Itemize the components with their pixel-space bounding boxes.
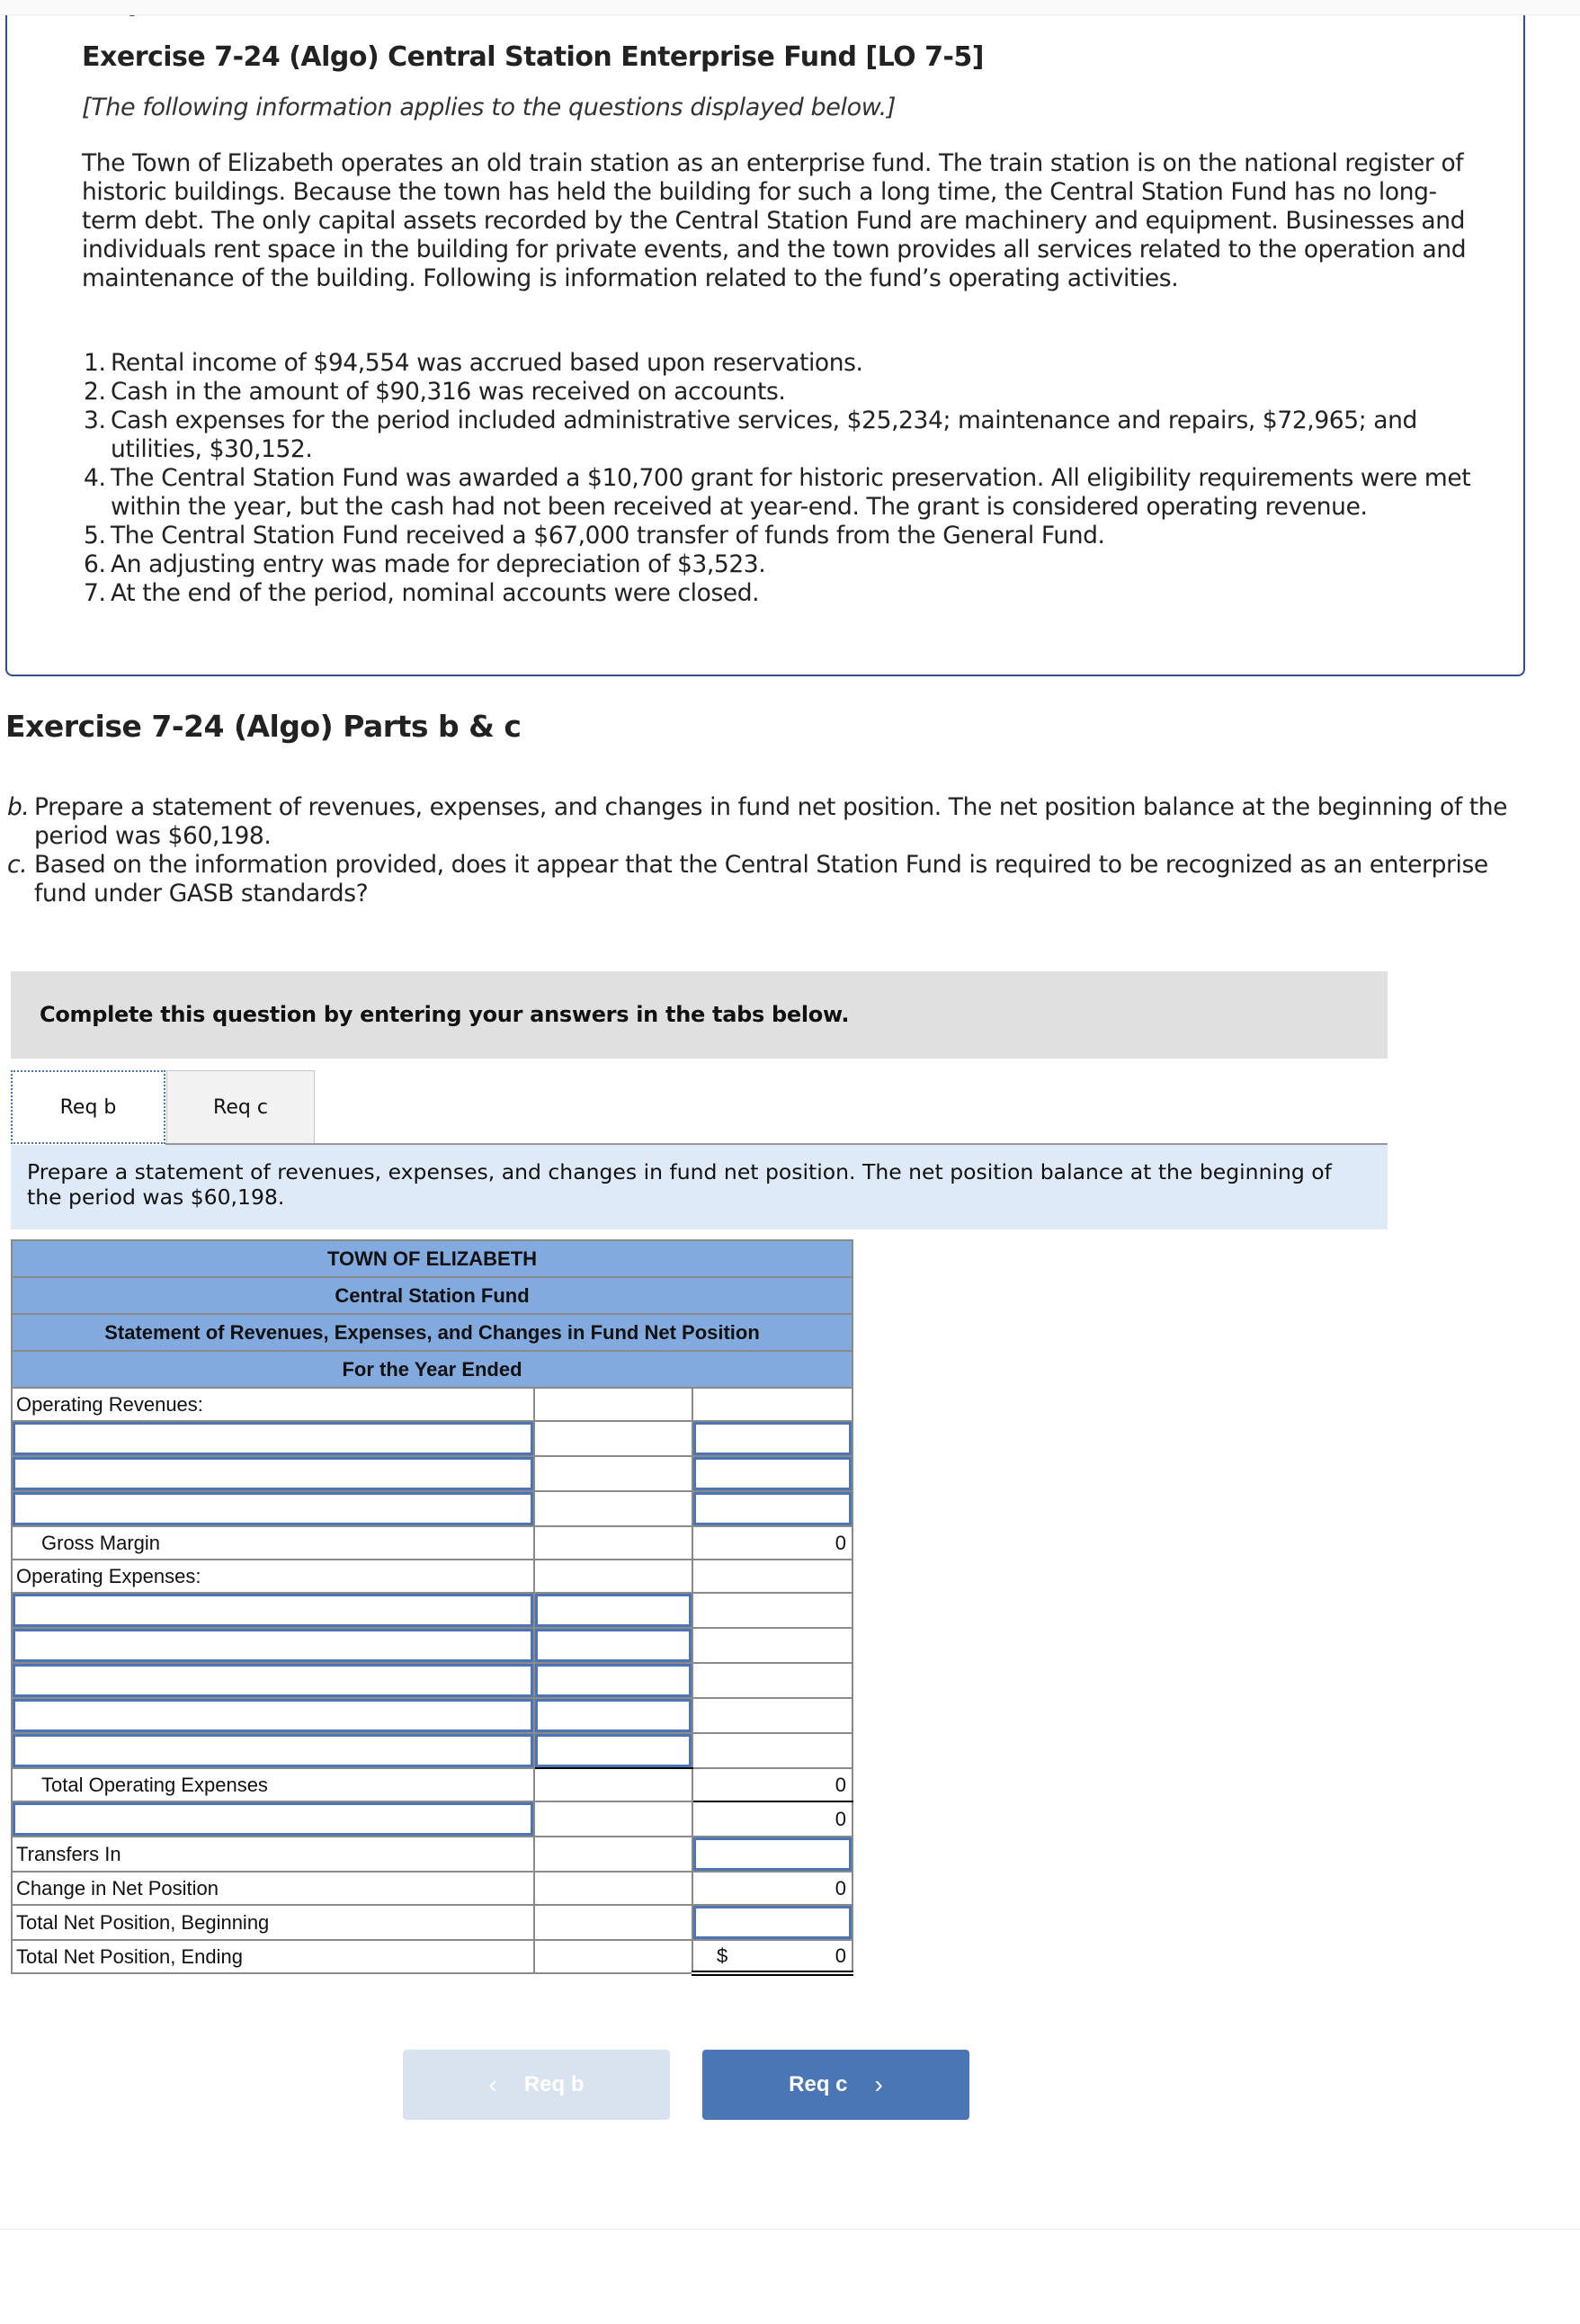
table-row (12, 1593, 852, 1628)
expense-account-dropdown[interactable] (13, 1629, 533, 1662)
gross-margin-value: 0 (692, 1526, 852, 1560)
expense-amount-input[interactable] (535, 1629, 692, 1662)
list-item: 7. At the end of the period, nominal accounts were closed. (84, 579, 760, 607)
expense-account-dropdown[interactable] (13, 1664, 533, 1697)
instructions-banner (11, 971, 1388, 1059)
expense-amount-input[interactable] (535, 1594, 692, 1627)
total-operating-expenses-label: Total Operating Expenses (12, 1768, 534, 1801)
next-req-c-button[interactable]: Req c › (702, 2050, 969, 2120)
table-row (12, 1837, 852, 1872)
list-item: 5. The Central Station Fund received a $67,000 transfer of funds from the General Fund. (84, 522, 1105, 550)
transfers-in-input[interactable] (693, 1837, 852, 1871)
operating-income-label-dropdown[interactable] (13, 1802, 533, 1836)
table-row (12, 1733, 852, 1768)
operating-expenses-label: Operating Expenses: (12, 1560, 534, 1593)
expense-amount-input[interactable] (535, 1734, 692, 1767)
list-item: 2. Cash in the amount of $90,316 was received on accounts. (84, 378, 786, 406)
revenue-amount-input[interactable] (693, 1422, 852, 1455)
table-row (12, 1491, 852, 1526)
table-row (12, 1628, 852, 1663)
revenue-account-dropdown[interactable] (13, 1492, 533, 1525)
net-position-ending-value: $ 0 (692, 1940, 852, 1973)
list-item: 4. The Central Station Fund was awarded a $10,700 grant for historic preservation. All eligibility requirements were met within the year, but the cash had not been received at year-end. The grant is considered operating revenue. (84, 464, 1471, 521)
total-operating-expenses-value: 0 (692, 1768, 852, 1801)
gross-margin-label: Gross Margin (12, 1526, 534, 1560)
chevron-left-icon: ‹ (488, 2070, 497, 2098)
table-row (12, 1905, 852, 1940)
table-row (12, 1801, 852, 1837)
list-item: 6. An adjusting entry was made for depreciation of $3,523. (84, 550, 766, 578)
exercise-subtitle: [The following information applies to the questions displayed below.] (82, 94, 896, 121)
transaction-list (84, 349, 1486, 608)
revenue-account-dropdown[interactable] (13, 1422, 533, 1455)
tab-instruction: Prepare a statement of revenues, expenses, and changes in fund net position. The net position balance at the beginning of the period was $60,198. (11, 1145, 1388, 1229)
net-position-beginning-label: Total Net Position, Beginning (12, 1905, 534, 1940)
operating-income-value: 0 (692, 1801, 852, 1837)
statement-period: For the Year Ended (12, 1351, 852, 1388)
expense-amount-input[interactable] (535, 1699, 692, 1732)
list-item: 3. Cash expenses for the period included administrative services, $25,234; maintenance and repairs, $72,965; and utilities, $30,152. (84, 407, 1417, 463)
expense-account-dropdown[interactable] (13, 1594, 533, 1627)
table-row (12, 1698, 852, 1733)
table-row (12, 1421, 852, 1456)
revenue-account-dropdown[interactable] (13, 1457, 533, 1490)
table-row (12, 1388, 852, 1421)
parts-list (7, 793, 1536, 908)
change-in-net-position-value: 0 (692, 1872, 852, 1905)
statement-table (11, 1239, 852, 1976)
table-row (12, 1526, 852, 1560)
table-row (12, 1872, 852, 1905)
table-row (12, 1940, 852, 1973)
tab-req-c[interactable]: Req c (166, 1070, 315, 1144)
table-row (12, 1663, 852, 1698)
exercise-title: Exercise 7-24 (Algo) Central Station Enterprise Fund [LO 7-5] (82, 41, 985, 73)
change-in-net-position-label: Change in Net Position (12, 1872, 534, 1905)
net-position-beginning-input[interactable] (693, 1906, 852, 1939)
tab-req-b[interactable]: Req b (11, 1070, 165, 1144)
required-information-box (5, 0, 1525, 676)
table-row (12, 1768, 852, 1801)
footer-divider (0, 2229, 1580, 2230)
net-position-ending-label: Total Net Position, Ending (12, 1940, 534, 1973)
part-item-c: c. Based on the information provided, does it appear that the Central Station Fund is required to be recognized as an enterprise fund under GASB standards? (7, 851, 1488, 907)
exercise-description: The Town of Elizabeth operates an old train station as an enterprise fund. The train station is on the national register of historic buildings. Because the town has held the building for such a long time, the Central Station Fund has no long-term debt. The only capital assets recorded by the Central Station Fund are machinery and equipment. Businesses and individuals rent space in the building for private events, and the town provides all services related to the operation and maintenance of the building. Following is information related to the fund’s operating activities. (82, 149, 1467, 292)
prev-req-b-button[interactable]: ‹ Req b (403, 2050, 670, 2120)
revenue-amount-input[interactable] (693, 1492, 852, 1525)
statement-fund: Central Station Fund (12, 1277, 852, 1314)
top-bar (0, 0, 1580, 15)
statement-entity: TOWN OF ELIZABETH (12, 1240, 852, 1277)
currency-symbol: $ (717, 1944, 728, 1967)
revenue-amount-input[interactable] (693, 1457, 852, 1490)
list-item: 1. Rental income of $94,554 was accrued based upon reservations. (84, 349, 863, 377)
expense-amount-input[interactable] (535, 1664, 692, 1697)
banner-text: Complete this question by entering your answers in the tabs below. (40, 1002, 850, 1027)
statement-title: Statement of Revenues, Expenses, and Changes in Fund Net Position (12, 1314, 852, 1351)
operating-revenues-label: Operating Revenues: (12, 1388, 534, 1421)
parts-title: Exercise 7-24 (Algo) Parts b & c (5, 709, 522, 744)
transfers-in-label: Transfers In (12, 1837, 534, 1872)
table-row (12, 1456, 852, 1491)
chevron-right-icon: › (874, 2070, 883, 2098)
table-row (12, 1560, 852, 1593)
part-item-b: b. Prepare a statement of revenues, expenses, and changes in fund net position. The net position balance at the beginning of the period was $60,198. (7, 793, 1508, 850)
expense-account-dropdown[interactable] (13, 1734, 533, 1767)
expense-account-dropdown[interactable] (13, 1699, 533, 1732)
